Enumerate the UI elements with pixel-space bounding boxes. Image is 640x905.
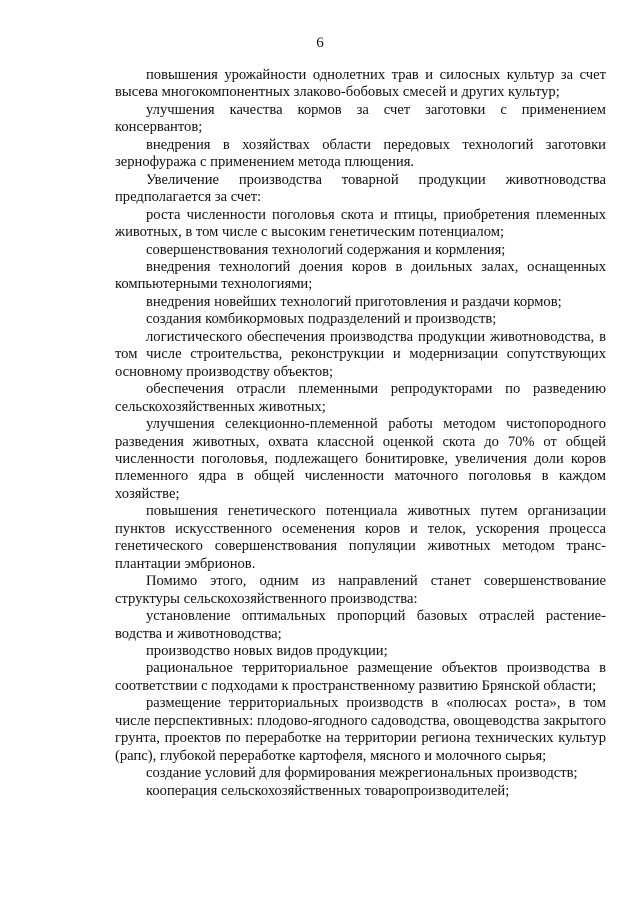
- paragraph: создание условий для формирования межрегиональных производств;: [146, 765, 578, 782]
- paragraph: создания комбикормовых подразделений и производств;: [146, 311, 497, 328]
- paragraph: повышения генетического потенциала животных путем организации пунктов искусственного осеменения коров и телок, ускорения процесса генетического совершенствования популяции животных методом трансплантации эмбрионов.: [115, 503, 606, 572]
- paragraph: логистического обеспечения производства продукции животноводства, в том числе строительства, реконструкции и модернизации сопутствующих основному производству объектов;: [115, 328, 606, 380]
- paragraph: кооперация сельскохозяйственных товаропроизводителей;: [146, 782, 510, 799]
- page-number: 6: [316, 35, 324, 51]
- paragraph: внедрения в хозяйствах области передовых технологий заготовки зернофуража с применением метода плющения.: [115, 136, 606, 171]
- paragraph: рациональное территориальное размещение объектов производства в соответствии с подходами к пространственному развитию Брянской области;: [115, 660, 606, 694]
- paragraph: улучшения качества кормов за счет заготовки с применением консервантов;: [115, 101, 606, 136]
- paragraph: повышения урожайности однолетних трав и силосных культур за счет высева многокомпонентных злаково-бобовых смесей и других культур;: [115, 67, 606, 101]
- paragraph: Увеличение производства товарной продукции животноводства предполагается за счет:: [115, 171, 606, 206]
- document-body: [115, 67, 606, 800]
- paragraph: установление оптимальных пропорций базовых отраслей растениеводства и животноводства;: [115, 608, 606, 642]
- paragraph: внедрения технологий доения коров в доильных залах, оснащенных компьютерными технологиями;: [115, 258, 606, 293]
- paragraph: совершенствования технологий содержания и кормления;: [146, 241, 506, 258]
- paragraph: Помимо этого, одним из направлений станет совершенствование структуры сельскохозяйственного производства:: [115, 573, 606, 607]
- paragraph: обеспечения отрасли племенными репродукторами по разведению сельскохозяйственных животных;: [115, 381, 606, 415]
- paragraph: роста численности поголовья скота и птицы, приобретения племенных животных, в том числе с высоким генетическим потенциалом;: [115, 206, 606, 241]
- paragraph: размещение территориальных производств в «полюсах роста», в том числе перспективных: плодово-ягодного садоводства, овощеводства закрытого грунта, проектов по переработке на территории региона технических культур (рапс), глубокой переработке картофеля, мясного и молочного сырья;: [115, 695, 606, 764]
- paragraph: улучшения селекционно-племенной работы методом чистопородного разведения животных, охвата классной оценкой скота до 70% от общей численности поголовья, подлежащего бонитировке, увеличения доли коров племенного ядра в общей численности маточного поголовья в каждом хозяйстве;: [115, 416, 606, 502]
- paragraph: производство новых видов продукции;: [146, 642, 388, 659]
- paragraph: внедрения новейших технологий приготовления и раздачи кормов;: [146, 293, 562, 310]
